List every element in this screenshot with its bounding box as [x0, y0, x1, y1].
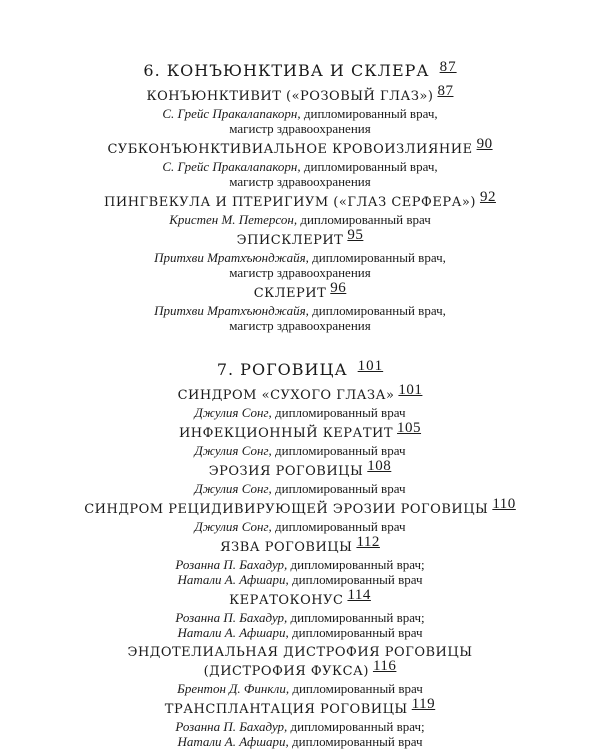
toc-entry [0, 382, 600, 420]
entry-author [0, 250, 600, 265]
author-name: Джулия Сонг, [194, 519, 272, 534]
entry-title: ЭПИСКЛЕРИТ [236, 233, 344, 248]
author-extra-credentials: магистр здравоохранения [229, 318, 371, 333]
chapter-heading [0, 60, 600, 83]
entry-author [0, 212, 600, 227]
author-name: Натали А. Афшари, [177, 625, 289, 640]
entry-page-number: 92 [479, 189, 496, 205]
entry-author [0, 481, 600, 496]
table-of-contents [0, 60, 600, 749]
entry-author [0, 405, 600, 420]
entry-page-number: 87 [437, 83, 454, 99]
toc-entry [0, 189, 600, 227]
entry-title: ПИНГВЕКУЛА И ПТЕРИГИУМ («ГЛАЗ СЕРФЕРА») [104, 195, 476, 210]
entry-author [0, 681, 600, 696]
author-credentials: дипломированный врач [292, 572, 423, 587]
chapter-page-number: 101 [357, 358, 384, 374]
entry-author [0, 625, 600, 640]
entry-author [0, 519, 600, 534]
entry-page-number: 114 [347, 587, 371, 603]
chapter-heading [0, 359, 600, 382]
author-name: Кристен М. Петерсон, [169, 212, 298, 227]
toc-entry [0, 587, 600, 640]
author-credentials: дипломированный врач [275, 443, 406, 458]
entry-page-number: 95 [347, 227, 364, 243]
entry-title: КОНЪЮНКТИВИТ («РОЗОВЫЙ ГЛАЗ») [146, 89, 434, 104]
author-name: С. Грейс Пракалапакорн, [162, 159, 301, 174]
author-name: С. Грейс Пракалапакорн, [162, 106, 301, 121]
author-name: Джулия Сонг, [194, 481, 272, 496]
chapter-title: 7. РОГОВИЦА [216, 360, 348, 379]
entry-title: ТРАНСПЛАНТАЦИЯ РОГОВИЦЫ [164, 702, 408, 717]
author-credentials: дипломированный врач; [290, 610, 425, 625]
entry-title: СИНДРОМ РЕЦИДИВИРУЮЩЕЙ ЭРОЗИИ РОГОВИЦЫ [84, 502, 489, 517]
entry-title: СУБКОНЪЮНКТИВИАЛЬНОЕ КРОВОИЗЛИЯНИЕ [107, 142, 473, 157]
entry-page-number: 116 [372, 658, 397, 674]
author-name: Розанна П. Бахадур, [175, 610, 288, 625]
author-credentials: дипломированный врач; [290, 557, 425, 572]
author-name: Брентон Д. Финкли, [177, 681, 290, 696]
toc-entry [0, 227, 600, 280]
author-credentials: дипломированный врач [292, 625, 423, 640]
toc-entry [0, 83, 600, 136]
toc-entry [0, 534, 600, 587]
author-credentials: дипломированный врач; [290, 719, 425, 734]
author-name: Притхви Мратхъюнджайя, [154, 303, 309, 318]
entry-page-number: 101 [398, 382, 423, 398]
entry-page-number: 119 [411, 696, 436, 712]
toc-entry [0, 420, 600, 458]
entry-title: ЭНДОТЕЛИАЛЬНАЯ ДИСТРОФИЯ РОГОВИЦЫ [127, 645, 473, 660]
entry-title: ЭРОЗИЯ РОГОВИЦЫ [208, 464, 364, 479]
toc-entry [0, 458, 600, 496]
author-name: Натали А. Афшари, [177, 572, 289, 587]
author-credentials: дипломированный врач, [312, 250, 446, 265]
author-name: Джулия Сонг, [194, 405, 272, 420]
author-credentials: дипломированный врач [275, 405, 406, 420]
author-credentials: дипломированный врач [292, 681, 423, 696]
toc-entry [0, 496, 600, 534]
author-extra-credentials: магистр здравоохранения [229, 265, 371, 280]
entry-page-number: 90 [476, 136, 493, 152]
author-extra-credentials: магистр здравоохранения [229, 174, 371, 189]
entry-page-number: 96 [330, 280, 347, 296]
author-name: Розанна П. Бахадур, [175, 719, 288, 734]
entry-author [0, 159, 600, 174]
toc-entry [0, 280, 600, 333]
entry-author [0, 443, 600, 458]
chapter-spacer [0, 333, 600, 359]
entry-author [0, 610, 600, 625]
entry-page-number: 110 [492, 496, 516, 512]
entry-title: КЕРАТОКОНУС [229, 593, 344, 608]
entry-author [0, 106, 600, 121]
entry-author [0, 719, 600, 734]
author-credentials: дипломированный врач [275, 519, 406, 534]
entry-author [0, 303, 600, 318]
chapter-page-number: 87 [439, 59, 457, 75]
author-credentials: дипломированный врач [300, 212, 431, 227]
author-name: Розанна П. Бахадур, [175, 557, 288, 572]
author-name: Натали А. Афшари, [177, 734, 289, 749]
entry-page-number: 105 [397, 420, 422, 436]
toc-entry [0, 696, 600, 749]
author-name: Джулия Сонг, [194, 443, 272, 458]
chapter-title: 6. КОНЪЮНКТИВА И СКЛЕРА [143, 61, 430, 80]
author-name: Притхви Мратхъюнджайя, [154, 250, 309, 265]
author-credentials: дипломированный врач [292, 734, 423, 749]
author-credentials: дипломированный врач, [303, 159, 438, 174]
author-credentials: дипломированный врач [275, 481, 406, 496]
entry-title: ИНФЕКЦИОННЫЙ КЕРАТИТ [178, 426, 394, 441]
author-credentials: дипломированный врач, [312, 303, 446, 318]
entry-title: СКЛЕРИТ [253, 286, 327, 301]
entry-author [0, 557, 600, 572]
entry-title-continued: (ДИСТРОФИЯ ФУКСА) [203, 664, 369, 679]
entry-author [0, 572, 600, 587]
author-extra-credentials: магистр здравоохранения [229, 121, 371, 136]
entry-page-number: 108 [367, 458, 392, 474]
entry-title: ЯЗВА РОГОВИЦЫ [220, 540, 353, 555]
entry-author [0, 734, 600, 749]
toc-entry [0, 644, 600, 696]
author-credentials: дипломированный врач, [303, 106, 438, 121]
entry-page-number: 112 [356, 534, 380, 550]
toc-entry [0, 136, 600, 189]
entry-title: СИНДРОМ «СУХОГО ГЛАЗА» [177, 388, 395, 403]
